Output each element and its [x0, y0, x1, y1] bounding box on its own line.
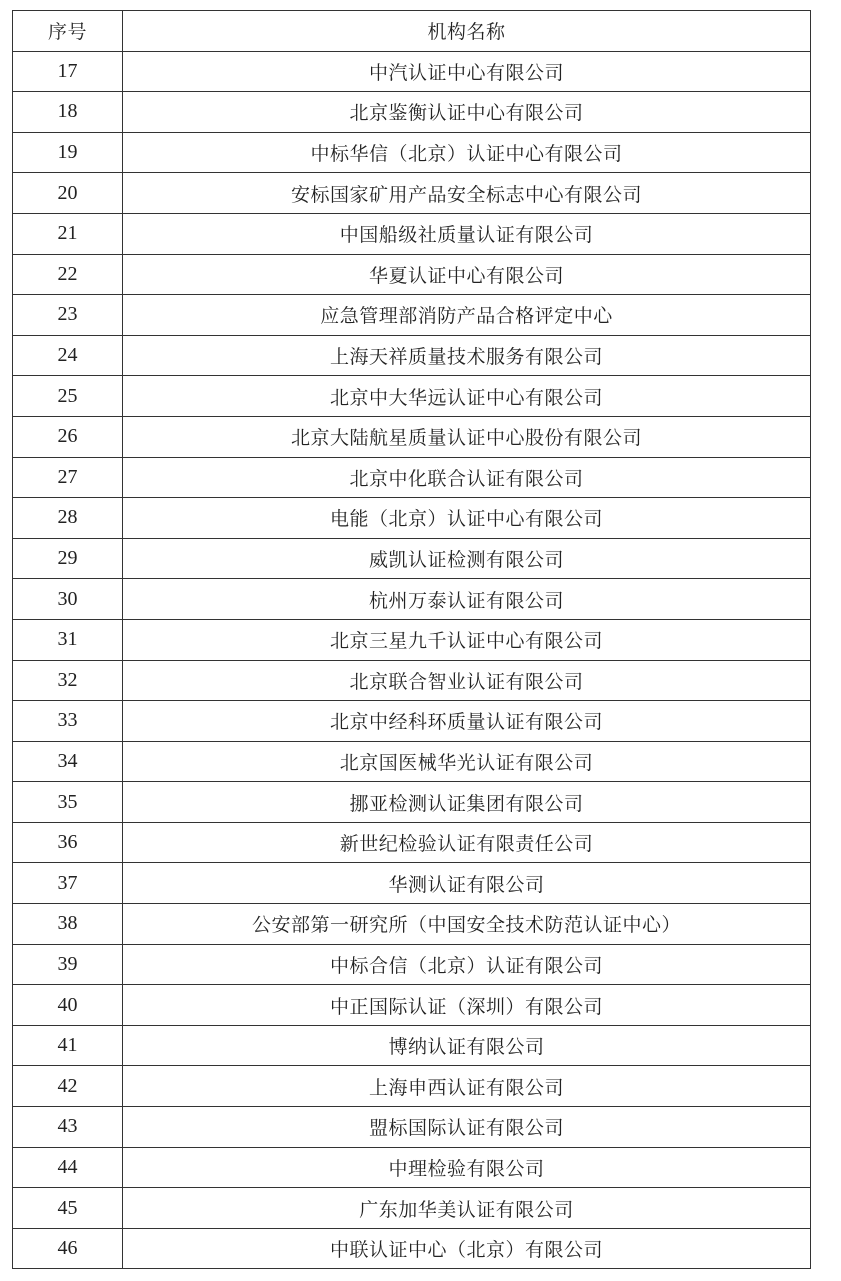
- institution-name-cell: 威凯认证检测有限公司: [123, 538, 811, 579]
- institution-name-cell: 上海申西认证有限公司: [123, 1066, 811, 1107]
- institution-name-cell: 北京中经科环质量认证有限公司: [123, 701, 811, 742]
- table-row: [13, 173, 811, 214]
- table-row: [13, 457, 811, 498]
- row-number-cell: 39: [13, 944, 123, 985]
- institution-name-cell: 华夏认证中心有限公司: [123, 254, 811, 295]
- table-row: [13, 822, 811, 863]
- table-row: [13, 92, 811, 133]
- table-row: [13, 1147, 811, 1188]
- table-row: [13, 741, 811, 782]
- table-body: [13, 51, 811, 1269]
- row-number-cell: 26: [13, 416, 123, 457]
- row-number-cell: 43: [13, 1107, 123, 1148]
- table-row: [13, 944, 811, 985]
- institution-name-cell: 北京中大华远认证中心有限公司: [123, 376, 811, 417]
- header-institution-name: 机构名称: [123, 11, 811, 52]
- row-number-cell: 36: [13, 822, 123, 863]
- table-row: [13, 254, 811, 295]
- row-number-cell: 21: [13, 213, 123, 254]
- institution-name-cell: 安标国家矿用产品安全标志中心有限公司: [123, 173, 811, 214]
- table-row: [13, 782, 811, 823]
- table-row: [13, 1025, 811, 1066]
- institution-name-cell: 北京中化联合认证有限公司: [123, 457, 811, 498]
- table-row: [13, 660, 811, 701]
- institution-name-cell: 中联认证中心（北京）有限公司: [123, 1228, 811, 1269]
- institution-name-cell: 中正国际认证（深圳）有限公司: [123, 985, 811, 1026]
- institution-name-cell: 中标华信（北京）认证中心有限公司: [123, 132, 811, 173]
- table-row: [13, 498, 811, 539]
- row-number-cell: 20: [13, 173, 123, 214]
- row-number-cell: 23: [13, 295, 123, 336]
- row-number-cell: 41: [13, 1025, 123, 1066]
- table-row: [13, 985, 811, 1026]
- row-number-cell: 38: [13, 904, 123, 945]
- institution-name-cell: 博纳认证有限公司: [123, 1025, 811, 1066]
- row-number-cell: 19: [13, 132, 123, 173]
- institution-name-cell: 北京鉴衡认证中心有限公司: [123, 92, 811, 133]
- institution-name-cell: 盟标国际认证有限公司: [123, 1107, 811, 1148]
- institution-name-cell: 北京国医械华光认证有限公司: [123, 741, 811, 782]
- institution-name-cell: 北京三星九千认证中心有限公司: [123, 619, 811, 660]
- institution-name-cell: 中理检验有限公司: [123, 1147, 811, 1188]
- institution-name-cell: 公安部第一研究所（中国安全技术防范认证中心）: [123, 904, 811, 945]
- institution-name-cell: 杭州万泰认证有限公司: [123, 579, 811, 620]
- row-number-cell: 17: [13, 51, 123, 92]
- table-row: [13, 1188, 811, 1229]
- row-number-cell: 37: [13, 863, 123, 904]
- row-number-cell: 44: [13, 1147, 123, 1188]
- row-number-cell: 34: [13, 741, 123, 782]
- table-row: [13, 538, 811, 579]
- institution-name-cell: 广东加华美认证有限公司: [123, 1188, 811, 1229]
- institution-name-cell: 中国船级社质量认证有限公司: [123, 213, 811, 254]
- institution-name-cell: 上海天祥质量技术服务有限公司: [123, 335, 811, 376]
- table-row: [13, 904, 811, 945]
- institution-name-cell: 中标合信（北京）认证有限公司: [123, 944, 811, 985]
- row-number-cell: 40: [13, 985, 123, 1026]
- row-number-cell: 29: [13, 538, 123, 579]
- institution-name-cell: 中汽认证中心有限公司: [123, 51, 811, 92]
- institution-name-cell: 电能（北京）认证中心有限公司: [123, 498, 811, 539]
- row-number-cell: 33: [13, 701, 123, 742]
- table-header-row: [13, 11, 811, 52]
- institution-name-cell: 北京大陆航星质量认证中心股份有限公司: [123, 416, 811, 457]
- row-number-cell: 27: [13, 457, 123, 498]
- table-row: [13, 213, 811, 254]
- table-row: [13, 863, 811, 904]
- table-row: [13, 1228, 811, 1269]
- table-row: [13, 701, 811, 742]
- table-row: [13, 579, 811, 620]
- institution-name-cell: 挪亚检测认证集团有限公司: [123, 782, 811, 823]
- row-number-cell: 25: [13, 376, 123, 417]
- row-number-cell: 32: [13, 660, 123, 701]
- institution-name-cell: 华测认证有限公司: [123, 863, 811, 904]
- table-row: [13, 376, 811, 417]
- row-number-cell: 28: [13, 498, 123, 539]
- row-number-cell: 46: [13, 1228, 123, 1269]
- row-number-cell: 35: [13, 782, 123, 823]
- row-number-cell: 18: [13, 92, 123, 133]
- row-number-cell: 24: [13, 335, 123, 376]
- table-row: [13, 132, 811, 173]
- table-row: [13, 1066, 811, 1107]
- header-number: 序号: [13, 11, 123, 52]
- institution-table-container: [12, 10, 810, 1269]
- table-row: [13, 416, 811, 457]
- institution-table: [12, 10, 811, 1269]
- row-number-cell: 22: [13, 254, 123, 295]
- row-number-cell: 45: [13, 1188, 123, 1229]
- institution-name-cell: 应急管理部消防产品合格评定中心: [123, 295, 811, 336]
- table-row: [13, 51, 811, 92]
- institution-name-cell: 新世纪检验认证有限责任公司: [123, 822, 811, 863]
- table-row: [13, 1107, 811, 1148]
- table-row: [13, 335, 811, 376]
- institution-name-cell: 北京联合智业认证有限公司: [123, 660, 811, 701]
- row-number-cell: 30: [13, 579, 123, 620]
- table-row: [13, 619, 811, 660]
- table-row: [13, 295, 811, 336]
- row-number-cell: 42: [13, 1066, 123, 1107]
- row-number-cell: 31: [13, 619, 123, 660]
